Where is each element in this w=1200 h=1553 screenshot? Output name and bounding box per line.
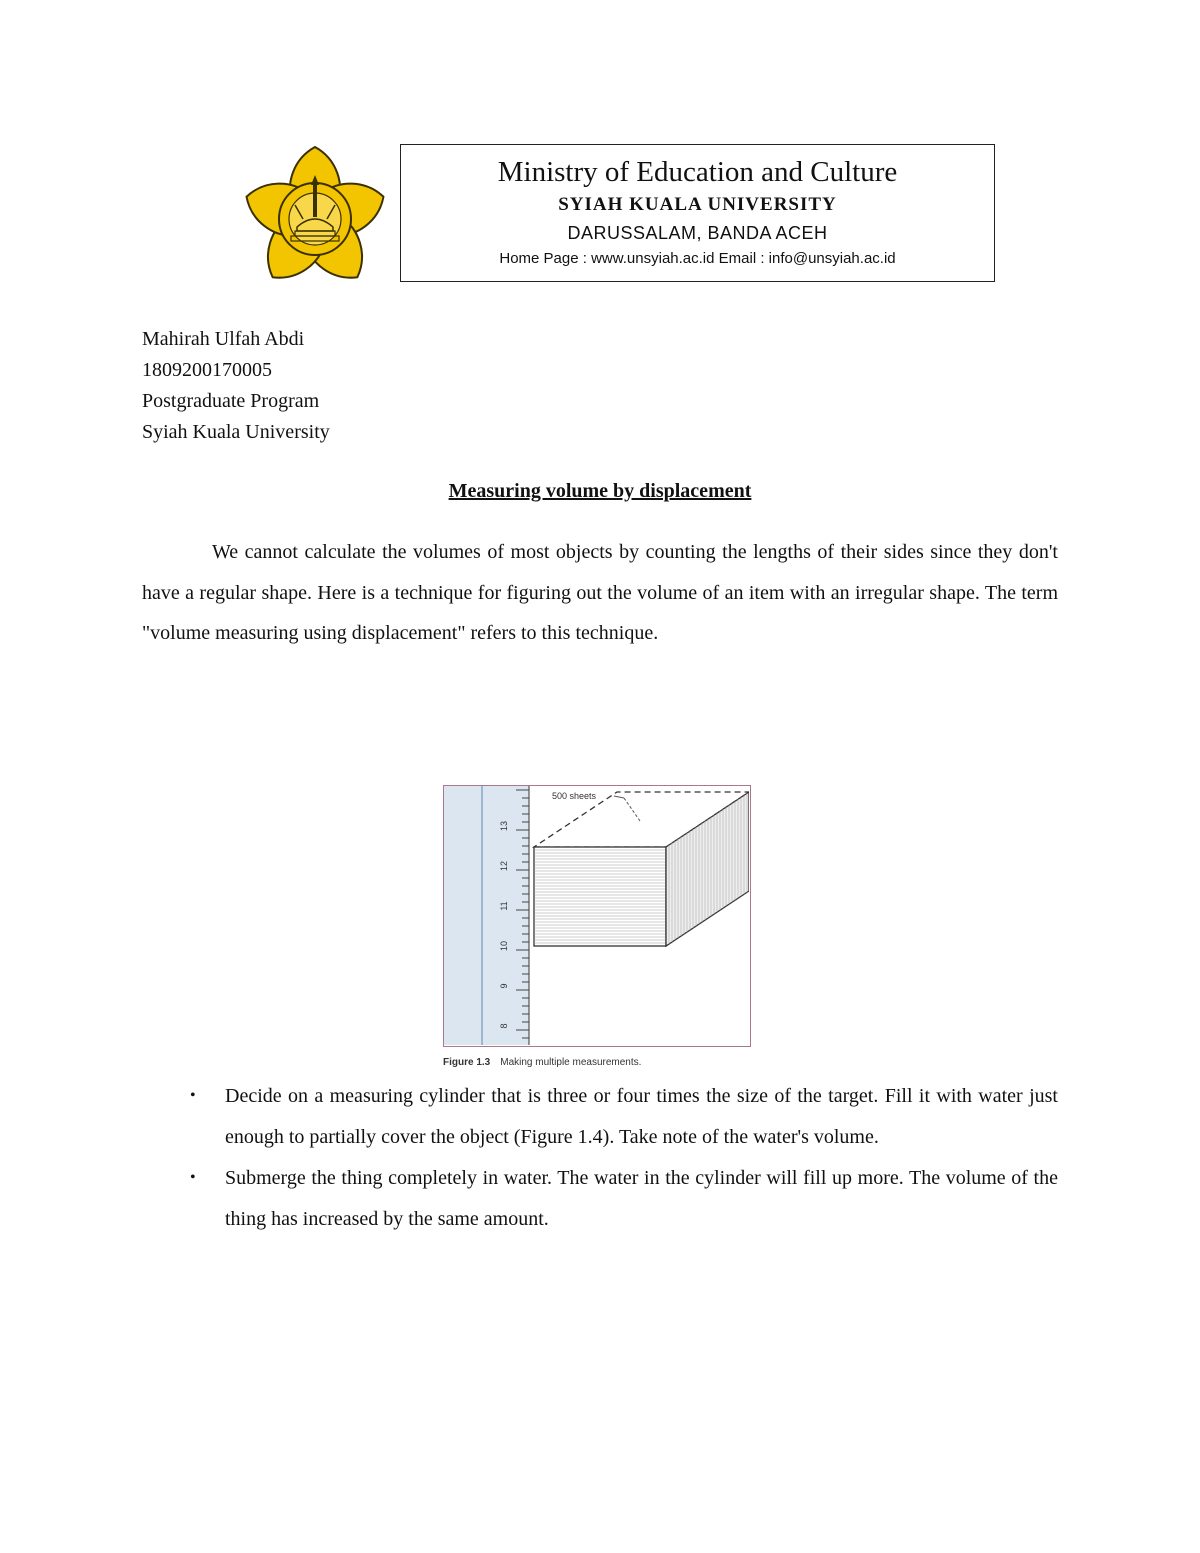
- university-name: SYIAH KUALA UNIVERSITY: [558, 194, 837, 215]
- annotation-label: 500 sheets: [552, 791, 597, 801]
- letterhead-box: [400, 144, 995, 282]
- page-title: Measuring volume by displacement: [448, 480, 752, 502]
- annotation-leader: [624, 798, 640, 821]
- contact-line: Home Page : www.unsyiah.ac.id Email : info@unsyiah.ac.id: [499, 250, 896, 267]
- ruler-tick-label: 9: [499, 983, 509, 989]
- figure-caption: [443, 1057, 641, 1068]
- flower-emblem: [240, 147, 390, 286]
- program-name: Postgraduate Program: [142, 390, 320, 412]
- figure-drawing: [444, 786, 749, 1045]
- ministry-title: Ministry of Education and Culture: [497, 156, 898, 188]
- student-id: 1809200170005: [142, 359, 272, 381]
- figure-label: Figure 1.3: [443, 1057, 491, 1068]
- paper-stack: [534, 791, 749, 946]
- bullet-list: [190, 1076, 1058, 1240]
- institution-name: Syiah Kuala University: [142, 421, 330, 443]
- ruler-panel: [444, 786, 529, 1045]
- ruler-tick-label: 8: [499, 1023, 509, 1029]
- list-item-text: Decide on a measuring cylinder that is three or four times the size of the target. Fill it with water just enough to partially cover the object (Figure 1.4). Take note of the water's volume.: [225, 1085, 1058, 1148]
- intro-paragraph: We cannot calculate the volumes of most objects by counting the lengths of their sides since they don't have a regular shape. Here is a technique for figuring out the volume of an item with an irregular shape. The term "volume measuring using displacement" refers to this technique.: [142, 541, 1058, 644]
- annotation-tick: [614, 796, 624, 798]
- ruler-tick-label: 10: [499, 940, 509, 952]
- author-block: [142, 324, 330, 448]
- university-logo: [240, 144, 390, 286]
- list-item-text: Submerge the thing completely in water. The water in the cylinder will fill up more. The volume of the thing has increased by the same amount.: [225, 1167, 1058, 1230]
- stack-side-lines: [669, 793, 747, 944]
- figure-caption-text: Making multiple measurements.: [500, 1057, 642, 1068]
- list-item: [190, 1158, 1058, 1239]
- bullet-icon: •: [190, 1169, 196, 1186]
- ruler-tick-label: 11: [499, 901, 509, 911]
- university-city: DARUSSALAM, BANDA ACEH: [567, 223, 828, 243]
- list-item: [190, 1076, 1058, 1157]
- stack-side: [666, 792, 749, 946]
- figure-image: [443, 785, 751, 1047]
- ruler-tick-label: 12: [499, 860, 509, 872]
- author-name: Mahirah Ulfah Abdi: [142, 328, 305, 350]
- bullet-icon: •: [190, 1087, 196, 1104]
- ruler-tick-label: 13: [499, 820, 509, 832]
